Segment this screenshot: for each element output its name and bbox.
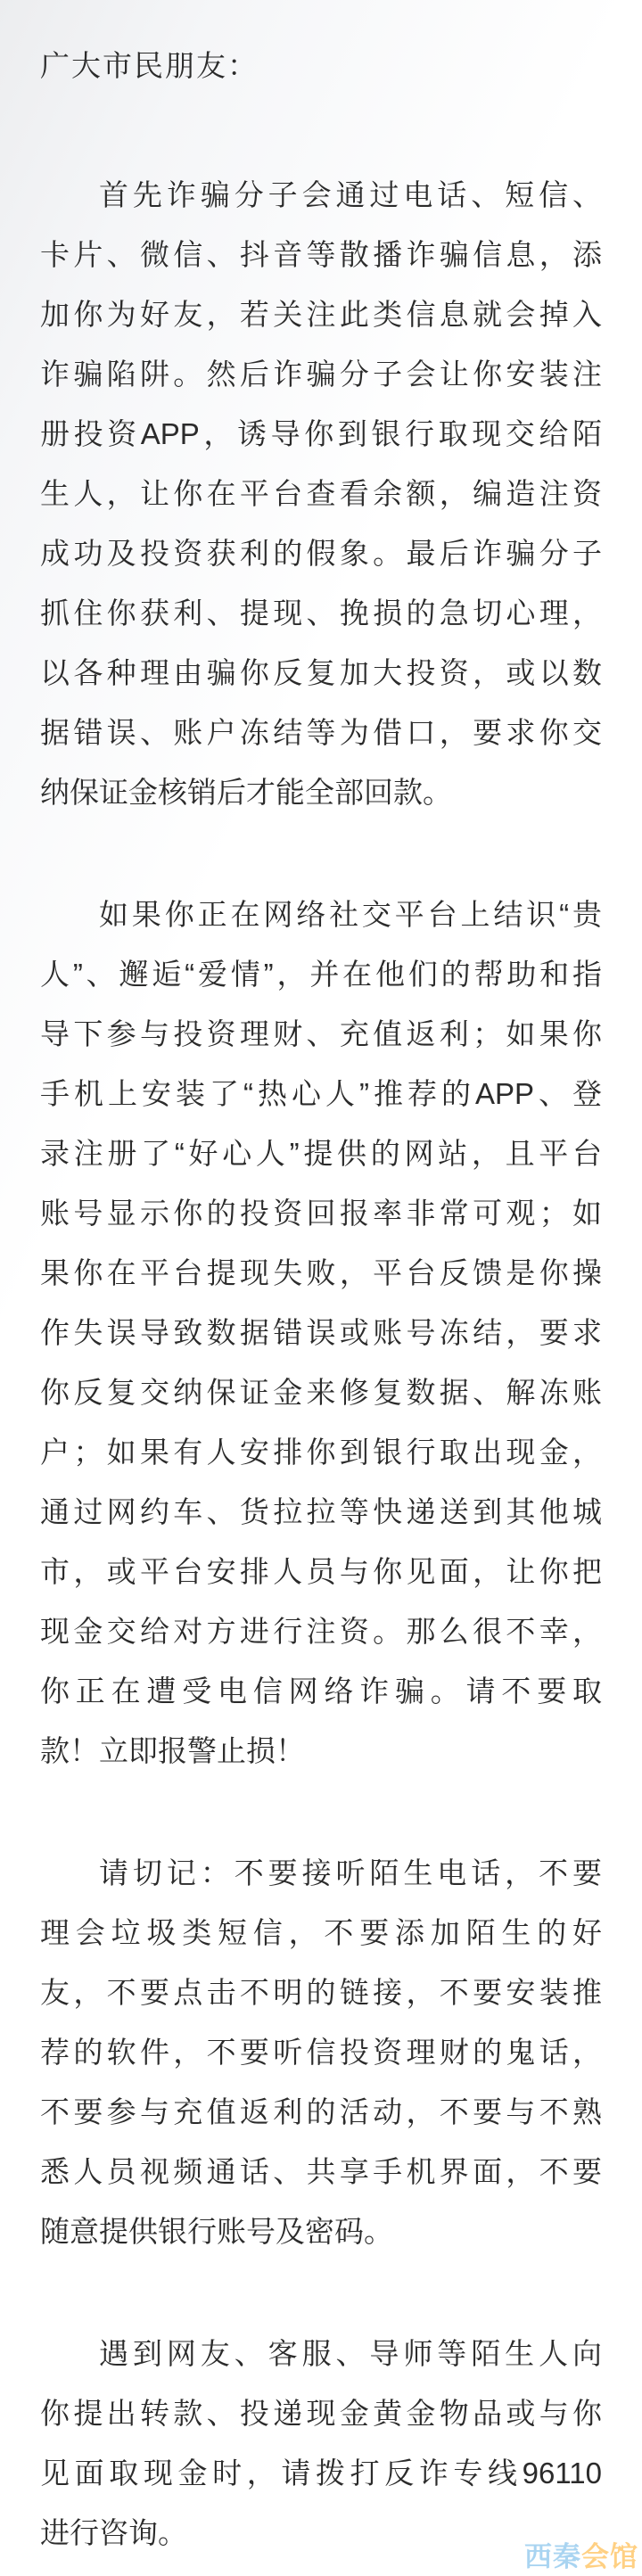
salutation: 广大市民朋友： [40, 49, 259, 82]
text-line: 账号显示你的投资回报率非常可观；如 [40, 1197, 602, 1230]
text-line: 卡片、微信、抖音等散播诈骗信息，添 [40, 238, 602, 271]
text-line: 遇到网友、客服、导师等陌生人向 [99, 2337, 602, 2370]
paragraph-remember-rules [40, 1843, 602, 2261]
text-line: 户；如果有人安排你到银行取出现金， [40, 1436, 602, 1469]
text-line: 诈骗陷阱。然后诈骗分子会让你安装注 [40, 358, 602, 391]
text-line: 请切记：不要接听陌生电话，不要 [99, 1856, 602, 1889]
paragraph-fraud-methods [40, 165, 602, 822]
text-line: 见面取现金时，请拨打反诈专线96110 [40, 2457, 602, 2490]
text-line: 纳保证金核销后才能全部回款。 [40, 776, 452, 809]
paragraph-hotline [40, 2324, 602, 2563]
text-line: 人”、邂逅“爱情”，并在他们的帮助和指 [40, 958, 602, 991]
text-line: 进行咨询。 [40, 2516, 187, 2549]
text-line: 悉人员视频通话、共享手机界面，不要 [40, 2155, 602, 2188]
text-line: 现金交给对方进行注资。那么很不幸， [40, 1615, 602, 1648]
text-line: 如果你正在网络社交平台上结识“贵 [99, 898, 602, 931]
text-line: 你反复交纳保证金来修复数据、解冻账 [40, 1376, 602, 1409]
text-line: 册投资APP，诱导你到银行取现交给陌 [40, 417, 602, 450]
watermark-text-orange: 会馆 [581, 2540, 638, 2572]
text-line: 手机上安装了“热心人”推荐的APP、登 [40, 1077, 602, 1110]
text-line: 你提出转款、投递现金黄金物品或与你 [40, 2397, 602, 2430]
text-line: 作失误导致数据错误或账号冻结，要求 [40, 1316, 602, 1349]
text-line: 据错误、账户冻结等为借口，要求你交 [40, 716, 602, 749]
watermark-text-blue: 西秦 [524, 2540, 581, 2572]
text-line: 首先诈骗分子会通过电话、短信、 [99, 178, 602, 211]
text-line: 款！立即报警止损！ [40, 1734, 305, 1767]
text-line: 理会垃圾类短信，不要添加陌生的好 [40, 1916, 602, 1949]
text-line: 以各种理由骗你反复加大投资，或以数 [40, 656, 602, 689]
text-line: 果你在平台提现失败，平台反馈是你操 [40, 1256, 602, 1289]
text-line: 不要参与充值返利的活动，不要与不熟 [40, 2095, 602, 2128]
text-line: 友，不要点击不明的链接，不要安装推 [40, 1976, 602, 2009]
text-line: 成功及投资获利的假象。最后诈骗分子 [40, 537, 602, 570]
text-line: 随意提供银行账号及密码。 [40, 2215, 393, 2248]
paragraph-warning-signs [40, 885, 602, 1781]
text-line: 导下参与投资理财、充值返利；如果你 [40, 1017, 602, 1050]
text-line: 通过网约车、货拉拉等快递送到其他城 [40, 1495, 602, 1528]
text-line: 抓住你获利、提现、挽损的急切心理， [40, 597, 602, 630]
text-line: 录注册了“好心人”提供的网站，且平台 [40, 1137, 602, 1170]
text-line: 生人，让你在平台查看余额，编造注资 [40, 477, 602, 510]
text-line: 你正在遭受电信网络诈骗。请不要取 [40, 1675, 602, 1708]
text-line: 加你为好友，若关注此类信息就会掉入 [40, 298, 602, 331]
text-line: 市，或平台安排人员与你见面，让你把 [40, 1555, 602, 1588]
text-line: 荐的软件，不要听信投资理财的鬼话， [40, 2036, 602, 2069]
watermark [524, 2542, 638, 2572]
